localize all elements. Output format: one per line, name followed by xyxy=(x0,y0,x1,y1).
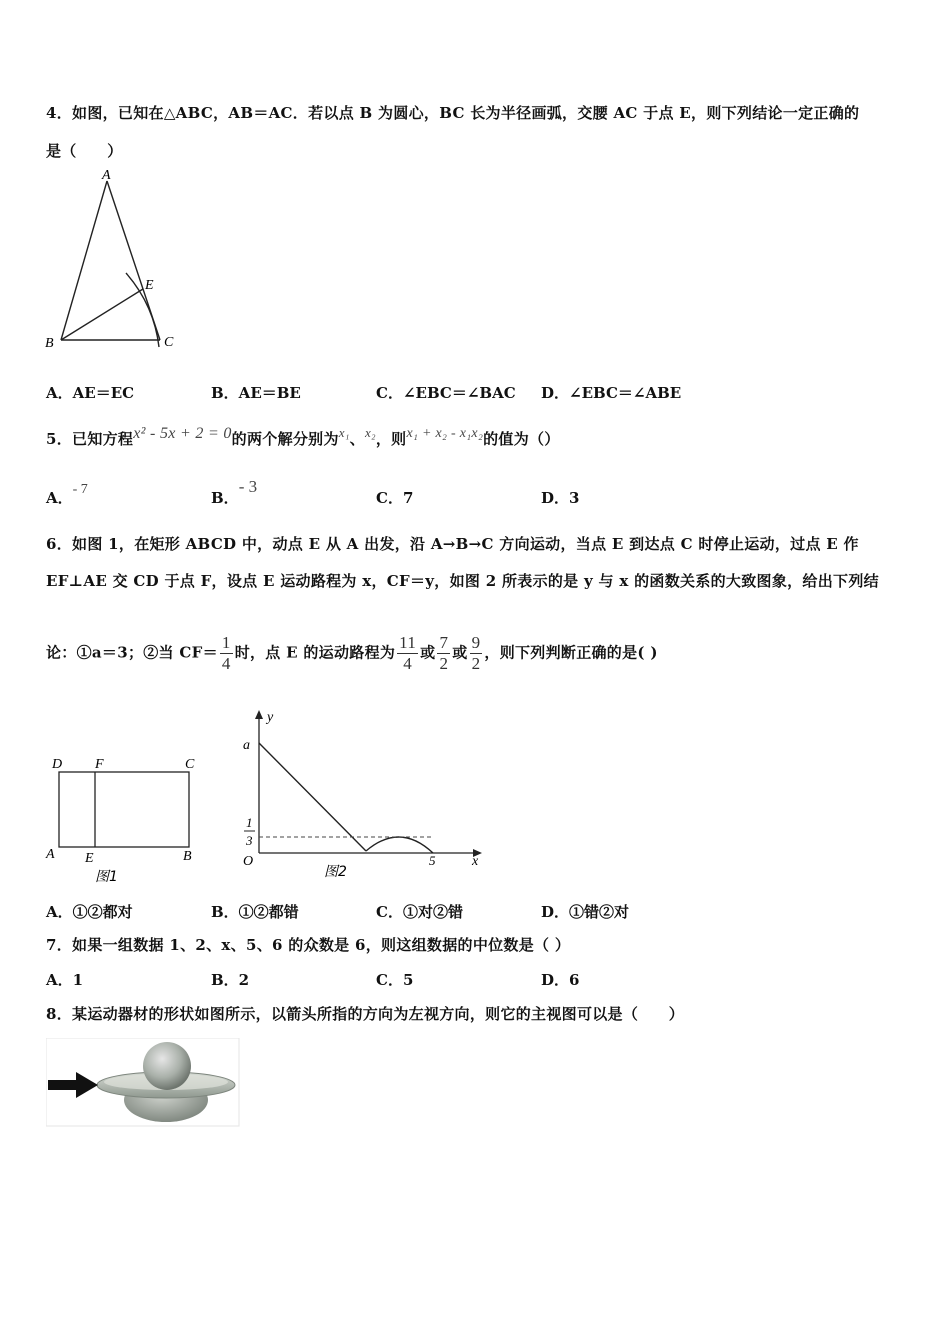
q6-figure-2-graph xyxy=(238,705,488,885)
q4-label-c: C xyxy=(164,335,174,350)
q5-option-d[interactable] xyxy=(541,487,579,508)
q6-fig2-label-a: a xyxy=(243,738,250,753)
q6-fig2-caption: 图2 xyxy=(324,864,347,880)
q8-equipment-figure xyxy=(46,1038,241,1128)
q6-fig2-label-y: y xyxy=(267,710,274,725)
q5-expression: x₁ + x₂ - x₁x₂ xyxy=(406,426,484,441)
q6-line3-c: ，则下列判断正确的是( ) xyxy=(484,643,658,662)
q6-option-d[interactable]: D．①错②对 xyxy=(541,903,630,921)
q5-equation: x² - 5x + 2 = 0 xyxy=(133,425,232,442)
q6-fig2-label-three: 3 xyxy=(246,833,253,848)
q6-fig2-label-x: x xyxy=(472,854,479,869)
q6-fraction-4-den: 2 xyxy=(471,654,481,673)
q6-fraction-4-num: 9 xyxy=(471,633,481,652)
q6-fig2-label-one: 1 xyxy=(246,815,253,830)
q5-suffix: 的值为（） xyxy=(483,430,560,448)
q6-fraction-1-num: 1 xyxy=(221,633,231,652)
q4-option-c[interactable]: C．∠EBC＝∠BAC xyxy=(376,384,516,402)
q5-option-d-value: 3 xyxy=(569,489,580,507)
q6-or-1: 或 xyxy=(420,643,436,662)
q5-stem xyxy=(46,425,560,449)
q4-option-a[interactable]: A．AE＝EC xyxy=(46,384,135,402)
q6-option-c[interactable]: C．①对②错 xyxy=(376,903,463,921)
q6-fig1-label-b: B xyxy=(183,849,192,864)
q6-fig1-label-d: D xyxy=(52,757,63,772)
q6-stem-line3 xyxy=(46,633,658,674)
q6-stem-line1: 6．如图 1，在矩形 ABCD 中，动点 E 从 A 出发，沿 A→B→C 方向运动，当点 E 到达点 C 时停止运动，过点 E 作 xyxy=(46,535,859,553)
q6-fig1-label-c: C xyxy=(185,757,195,772)
q5-mid2: ，则 xyxy=(375,430,407,448)
q5-option-c-value: 7 xyxy=(402,489,414,507)
q7-stem: 7．如果一组数据 1、2、x、5、6 的众数是 6，则这组数据的中位数是（ ） xyxy=(46,936,571,954)
q5-option-d-label: D． xyxy=(541,489,570,507)
q6-fraction-2-num: 11 xyxy=(399,633,417,652)
q5-option-b-value: - 3 xyxy=(238,477,258,496)
q4-stem-line2: 是（ ） xyxy=(46,142,123,160)
q4-stem-line1: 4．如图，已知在△ABC，AB＝AC．若以点 B 为圆心，BC 长为半径画弧，交腰 AC 于点 E，则下列结论一定正确的 xyxy=(46,104,860,122)
q8-stem: 8．某运动器材的形状如图所示，以箭头所指的方向为左视方向，则它的主视图可以是（ ） xyxy=(46,1005,685,1023)
q6-fraction-1 xyxy=(220,633,233,674)
q6-fig2-label-five: 5 xyxy=(429,853,436,868)
q6-stem-line2: EF⊥AE 交 CD 于点 F，设点 E 运动路程为 x，CF＝y，如图 2 所表示的是 y 与 x 的函数关系的大致图象，给出下列结 xyxy=(46,572,879,590)
q7-option-d[interactable]: D．6 xyxy=(541,971,580,989)
q6-fig1-caption: 图1 xyxy=(95,869,118,885)
q4-option-d[interactable]: D．∠EBC＝∠ABE xyxy=(541,384,682,402)
q4-triangle-figure xyxy=(40,165,190,355)
q5-option-b-label: B． xyxy=(211,489,239,507)
q7-option-a[interactable]: A．1 xyxy=(46,971,84,989)
q5-option-c-label: C． xyxy=(376,489,403,507)
q5-prefix: 5．已知方程 xyxy=(46,430,134,448)
q6-fraction-3-den: 2 xyxy=(439,654,449,673)
q5-mid1: 的两个解分别为 xyxy=(231,430,339,448)
q5-x1: x₁ xyxy=(338,425,350,440)
q6-option-a[interactable]: A．①②都对 xyxy=(46,903,133,921)
q4-label-e: E xyxy=(145,278,154,293)
q6-fig2-label-o: O xyxy=(243,854,254,869)
q6-fig1-label-a: A xyxy=(46,847,55,862)
q7-option-c[interactable]: C．5 xyxy=(376,971,414,989)
q5-option-a[interactable] xyxy=(46,482,88,508)
q5-x2: x₂ xyxy=(364,425,376,440)
q6-line3-a: 论：①a＝3；②当 CF＝ xyxy=(46,643,218,662)
q5-option-a-label: A． xyxy=(46,489,73,507)
q6-or-2: 或 xyxy=(452,643,468,662)
q6-figure-1-rectangle xyxy=(40,748,210,888)
q4-label-b: B xyxy=(45,336,54,351)
q7-option-b[interactable]: B．2 xyxy=(211,971,250,989)
q4-option-b[interactable]: B．AE＝BE xyxy=(211,384,301,402)
q5-sep: 、 xyxy=(349,430,365,448)
q6-option-b[interactable]: B．①②都错 xyxy=(211,903,299,921)
q6-fraction-2-den: 4 xyxy=(403,654,413,673)
q5-option-c[interactable] xyxy=(376,487,413,508)
q6-fraction-3 xyxy=(437,633,450,674)
q5-option-b[interactable] xyxy=(211,477,258,508)
q6-fraction-4 xyxy=(470,633,483,674)
q6-fraction-2 xyxy=(397,633,418,674)
q5-option-a-value: - 7 xyxy=(72,482,88,497)
q6-fig1-label-f: F xyxy=(95,757,104,772)
q6-line3-b: 时，点 E 的运动路程为 xyxy=(234,643,396,662)
q6-fraction-1-den: 4 xyxy=(221,654,231,673)
q6-fig1-label-e: E xyxy=(85,851,94,866)
q6-fraction-3-num: 7 xyxy=(439,633,449,652)
q4-label-a: A xyxy=(102,168,111,183)
